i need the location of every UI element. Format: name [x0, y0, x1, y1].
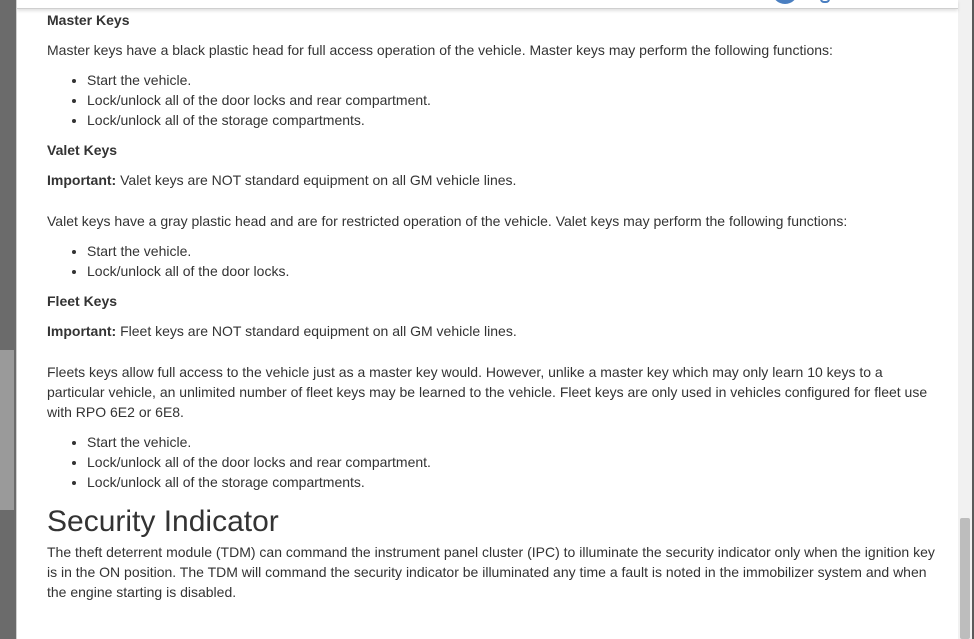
list-item: • Start the vehicle.	[87, 70, 942, 90]
page-backdrop	[0, 0, 16, 639]
master-keys-list	[47, 70, 942, 130]
list-item: • Lock/unlock all of the storage compartments.	[87, 110, 942, 130]
important-label: Important:	[47, 323, 117, 339]
modal-header	[17, 0, 958, 9]
valet-keys-heading: Valet Keys	[47, 142, 118, 158]
scrollbar[interactable]	[958, 0, 972, 639]
security-indicator-heading: Security Indicator	[47, 505, 279, 538]
fleet-important-note	[47, 321, 942, 341]
fleet-keys-heading: Fleet Keys	[47, 293, 118, 309]
fleet-keys-intro: Fleets keys allow full access to the vehicle just as a master key would. However, unlike a master key which may only learn 10 keys to a particular vehicle, an unlimited number of fleet keys may be learned to the vehicle. Fleet keys are only used in vehicles configured for fleet use with RPO 6E2 or 6E8.	[47, 364, 928, 420]
list-item: • Lock/unlock all of the door locks.	[87, 261, 942, 281]
master-keys-heading: Master Keys	[47, 12, 130, 28]
backdrop-panel	[0, 350, 14, 510]
valet-important-note	[47, 170, 942, 190]
list-item: • Lock/unlock all of the door locks and rear compartment.	[87, 452, 942, 472]
valet-keys-intro: Valet keys have a gray plastic head and are for restricted operation of the vehicle. Valet keys may perform the following functions:	[47, 213, 848, 229]
fleet-keys-list	[47, 432, 942, 492]
list-item: • Lock/unlock all of the door locks and rear compartment.	[87, 90, 942, 110]
important-label: Important:	[47, 172, 117, 188]
document-modal	[16, 0, 972, 639]
list-item: • Start the vehicle.	[87, 241, 942, 261]
list-item: • Start the vehicle.	[87, 432, 942, 452]
valet-keys-list	[47, 241, 942, 281]
document-content	[47, 10, 942, 612]
scrollbar-thumb[interactable]	[960, 518, 970, 639]
list-item: • Lock/unlock all of the storage compartments.	[87, 472, 942, 492]
avatar-icon[interactable]	[772, 0, 798, 4]
user-icon[interactable]	[820, 0, 830, 3]
important-text: Valet keys are NOT standard equipment on all GM vehicle lines.	[116, 172, 517, 188]
security-indicator-body: The theft deterrent module (TDM) can command the instrument panel cluster (IPC) to illuminate the security indicator only when the ignition key is in the ON position. The TDM will command the security indicator be illuminated any time a fault is noted in the immobilizer system and when the engine starting is disabled.	[47, 544, 935, 600]
important-text: Fleet keys are NOT standard equipment on all GM vehicle lines.	[116, 323, 517, 339]
master-keys-intro: Master keys have a black plastic head for full access operation of the vehicle. Master keys may perform the following functions:	[47, 42, 833, 58]
